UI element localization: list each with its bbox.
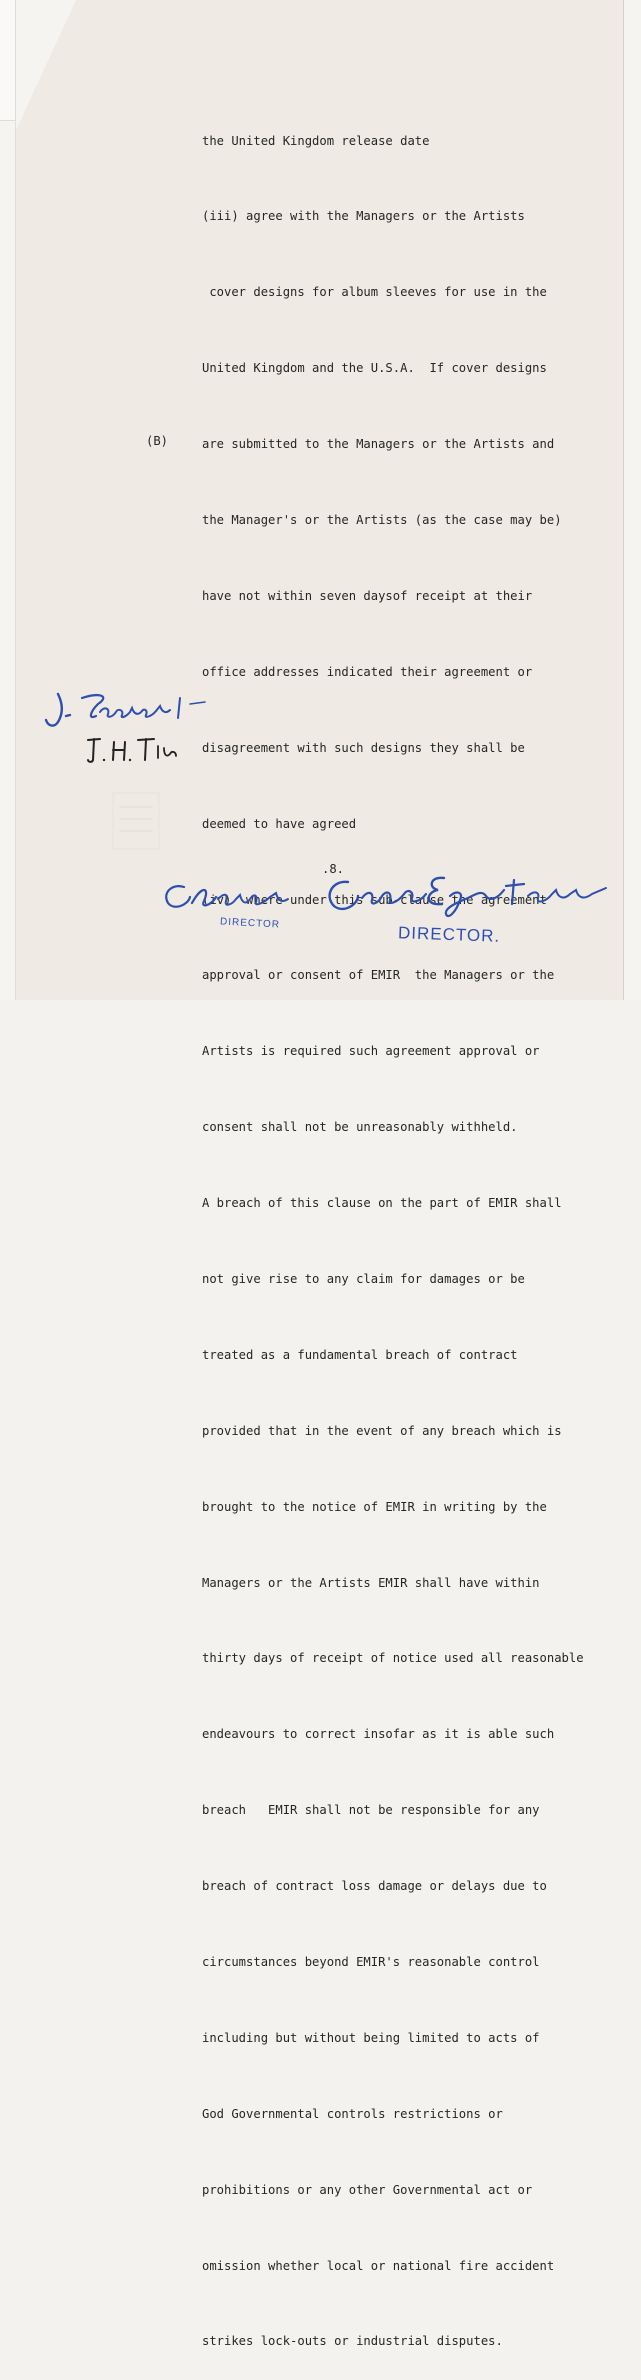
director-label-left: DIRECTOR — [219, 916, 281, 931]
text-line: deemed to have agreed — [202, 816, 357, 831]
text-line: are submitted to the Managers or the Artists and — [202, 437, 555, 452]
clause-marker: (B) — [146, 434, 169, 448]
text-line: consent shall not be unreasonably withheld. — [202, 1120, 518, 1135]
text-line: approval or consent of EMIR the Managers or the — [202, 968, 555, 983]
text-line: thirty days of receipt of notice used all reasonable — [202, 1651, 584, 1666]
text-line: provided that in the event of any breach which is — [202, 1423, 562, 1438]
page-number: .8. — [322, 862, 345, 876]
text-line: (iii) agree with the Managers or the Artists — [202, 209, 525, 224]
text-line: including but without being limited to acts of — [202, 2030, 540, 2045]
signature-bottom-left — [158, 875, 318, 920]
text-line: strikes lock-outs or industrial disputes. — [202, 2334, 503, 2349]
text-line: omission whether local or national fire accident — [202, 2258, 555, 2273]
director-label-right: DIRECTOR. — [397, 923, 501, 946]
text-line: A breach of this clause on the part of EMIR shall — [202, 1196, 562, 1211]
text-line: United Kingdom and the U.S.A. If cover designs — [202, 361, 547, 376]
text-line: (iv) where under this sub-clause the agreement — [202, 892, 547, 907]
text-line: God Governmental controls restrictions or — [202, 2106, 503, 2121]
signature-black-left — [82, 730, 182, 770]
text-line: not give rise to any claim for damages or be — [202, 1271, 525, 1286]
text-line: the Manager's or the Artists (as the case may be) — [202, 513, 562, 528]
text-line: disagreement with such designs they shall be — [202, 740, 525, 755]
text-line: circumstances beyond EMIR's reasonable control — [202, 1954, 540, 1969]
folded-corner — [16, 0, 76, 130]
signature-blue-left — [40, 684, 210, 734]
text-line: the United Kingdom release date — [202, 133, 430, 148]
text-line: breach EMIR shall not be responsible for any — [202, 1803, 540, 1818]
text-line: Artists is required such agreement approval or — [202, 1044, 540, 1059]
text-line: treated as a fundamental breach of contract — [202, 1347, 518, 1362]
document-body — [202, 78, 612, 2380]
signature-bottom-right — [318, 868, 618, 928]
text-line: endeavours to correct insofar as it is able such — [202, 1727, 555, 1742]
text-line: brought to the notice of EMIR in writing by the — [202, 1499, 547, 1514]
text-line: breach of contract loss damage or delays due to — [202, 1879, 547, 1894]
text-line: Managers or the Artists EMIR shall have within — [202, 1575, 540, 1590]
text-line: have not within seven daysof receipt at their — [202, 588, 533, 603]
text-line: office addresses indicated their agreement or — [202, 664, 533, 679]
text-line: prohibitions or any other Governmental act or — [202, 2182, 533, 2197]
text-line: cover designs for album sleeves for use in the — [202, 285, 547, 300]
faded-stamp — [95, 785, 175, 865]
